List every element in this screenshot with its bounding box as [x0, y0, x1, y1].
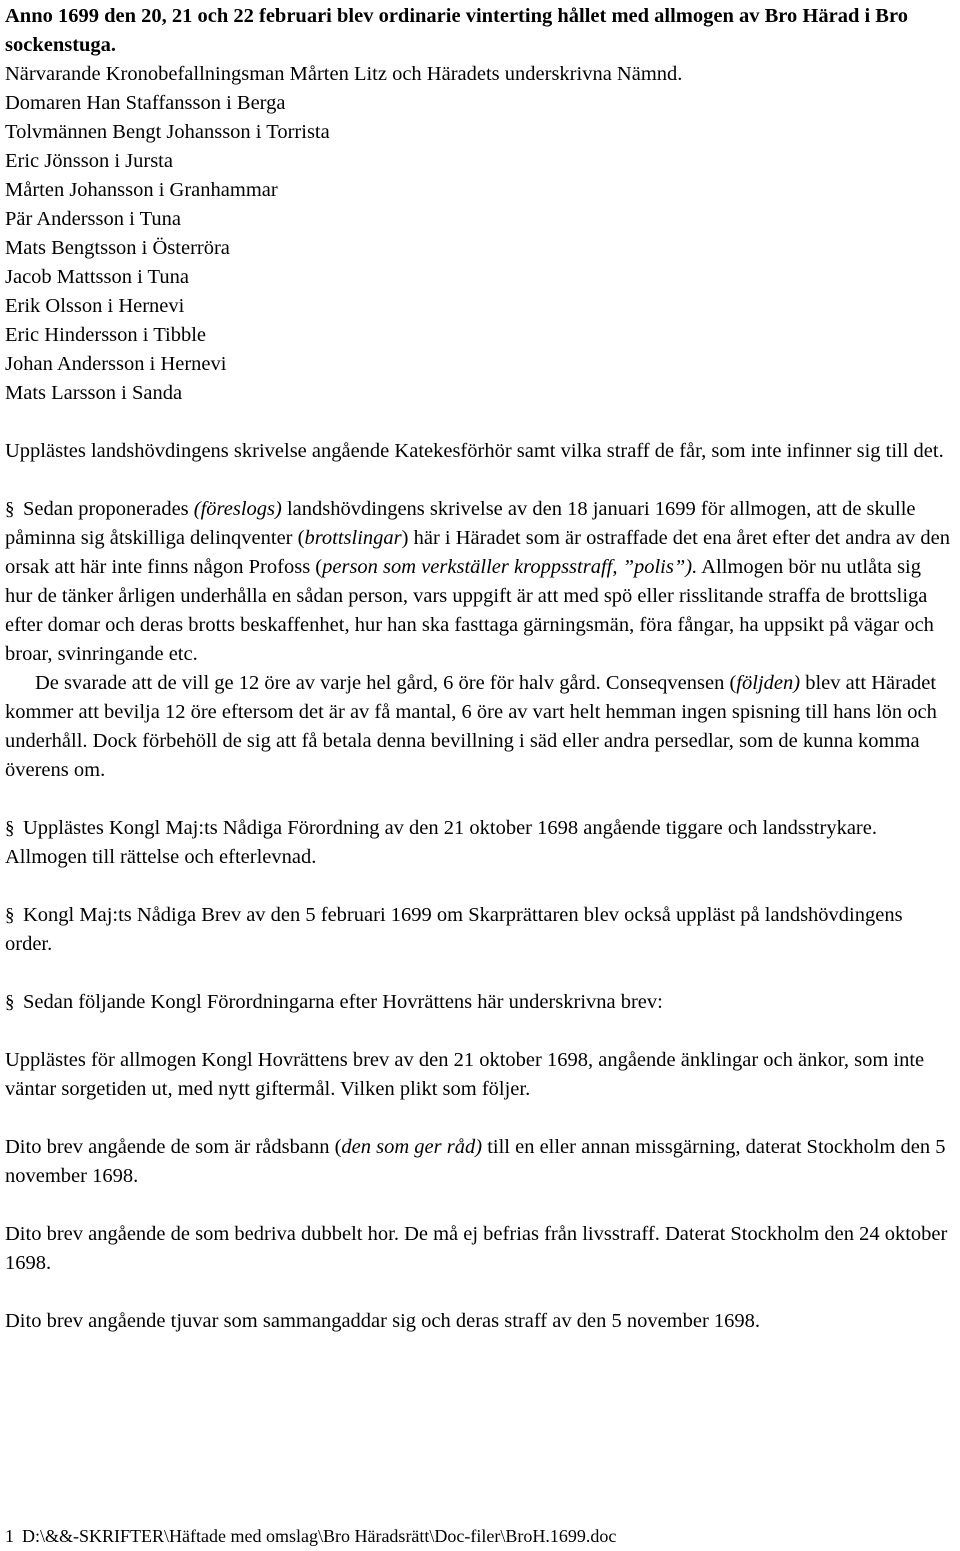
text-run: Allmogen bör nu utlåta sig hur de tänker årligen underhålla en sådan person, vars uppgift är att med spö eller risslitande straffa de brottsliga efter domar och deras brotts beskaffenhet, hur han ska fasttaga gärningsmän, föra fångar, ha uppsikt på vägar och broar, svinringande etc. [5, 556, 934, 665]
paragraph-tiggare [5, 814, 950, 872]
paragraph-hor: Dito brev angående de som bedriva dubbelt hor. De må ej befrias från livsstraff. Daterat Stockholm den 24 oktober 1698. [5, 1223, 948, 1274]
attendee-line: Erik Olsson i Hernevi [5, 295, 185, 317]
paragraph-skarprattare [5, 901, 950, 959]
attendee-line: Tolvmännen Bengt Johansson i Torrista [5, 121, 330, 143]
text-run: De svarade att de vill ge 12 öre av varje hel gård, 6 öre för halv gård. Conseqvensen ( [35, 672, 737, 694]
spacer [5, 872, 950, 901]
text-run: ) här i Häradet som är ostraffade det ena året efter det andra av den orsak att här inte finns någon Profoss ( [5, 527, 950, 578]
italic-gloss: brottslingar [304, 527, 402, 549]
document-title: Anno 1699 den 20, 21 och 22 februari blev ordinarie vinterting hållet med allmogen av Bro Härad i Bro sockenstuga. [5, 5, 908, 56]
italic-gloss: följden) [736, 672, 801, 694]
section-mark: § [5, 905, 15, 926]
attendee-line: Eric Jönsson i Jursta [5, 150, 173, 172]
paragraph-katekes: Upplästes landshövdingens skrivelse angående Katekesförhör samt vilka straff de får, som inte infinner sig till det. [5, 440, 944, 462]
italic-gloss: den som ger råd) [341, 1136, 483, 1158]
section-mark: § [5, 818, 15, 839]
attendee-line: Eric Hindersson i Tibble [5, 324, 207, 346]
attendee-line: Mats Larsson i Sanda [5, 382, 183, 404]
file-path: D:\&&-SKRIFTER\Häftade med omslag\Bro Häradsrätt\Doc-filer\BroH.1699.doc [22, 1526, 617, 1546]
paragraph-radsbann [5, 1133, 950, 1191]
attendee-line: Mårten Johansson i Granhammar [5, 179, 278, 201]
paragraph-profoss [5, 495, 950, 669]
page-footer [5, 1524, 616, 1548]
text-run: till en eller annan missgärning, daterat Stockholm den 5 november 1698. [5, 1136, 946, 1187]
attendee-list [5, 60, 950, 408]
text-run: Kongl Maj:ts Nådiga Brev av den 5 februari 1699 om Skarprättaren blev också uppläst på landshövdingens order. [5, 904, 903, 955]
attendee-line: Mats Bengtsson i Österröra [5, 237, 230, 259]
spacer [5, 466, 950, 495]
page-number: 1 [5, 1526, 14, 1546]
italic-gloss: (föreslogs) [193, 498, 282, 520]
text-run: Sedan proponerades [23, 498, 194, 520]
paragraph-tjuvar: Dito brev angående tjuvar som sammangaddar sig och deras straff av den 5 november 1698. [5, 1310, 761, 1332]
attendee-line: Pär Andersson i Tuna [5, 208, 181, 230]
document-page [5, 2, 950, 1336]
paragraph-forordningar [5, 988, 950, 1017]
text-run: Dito brev angående de som är rådsbann ( [5, 1136, 342, 1158]
attendee-line: Jacob Mattsson i Tuna [5, 266, 189, 288]
spacer [5, 1191, 950, 1220]
spacer [5, 1278, 950, 1307]
spacer [5, 408, 950, 437]
text-run: blev att Häradet kommer att bevilja 12 öre eftersom det är av få mantal, 6 öre av vart helt hemman ingen spisning till hans lön och underhåll. Dock förbehöll de sig att få betala denna bevillning i säd eller andra persedlar, som de kunna komma överens om. [5, 672, 937, 781]
spacer [5, 1017, 950, 1046]
attendee-line: Närvarande Kronobefallningsman Mårten Litz och Häradets underskrivna Nämnd. [5, 63, 683, 85]
spacer [5, 785, 950, 814]
italic-gloss: person som verkställer kroppsstraff, ”polis”). [322, 556, 698, 578]
text-run: Sedan följande Kongl Förordningarna efter Hovrättens här underskrivna brev: [23, 991, 663, 1013]
text-run: Upplästes Kongl Maj:ts Nådiga Förordning av den 21 oktober 1698 angående tiggare och landsstrykare. Allmogen till rättelse och efterlevnad. [5, 817, 877, 868]
attendee-line: Johan Andersson i Hernevi [5, 353, 227, 375]
section-mark: § [5, 499, 15, 520]
text-run: landshövdingens skrivelse av den 18 januari 1699 för allmogen, att de skulle påminna sig åtskilliga delinqventer ( [5, 498, 916, 549]
paragraph-answer [5, 669, 950, 785]
attendee-line: Domaren Han Staffansson i Berga [5, 92, 286, 114]
section-mark: § [5, 992, 15, 1013]
spacer [5, 1104, 950, 1133]
spacer [5, 959, 950, 988]
paragraph-anklingar: Upplästes för allmogen Kongl Hovrättens brev av den 21 oktober 1698, angående änklingar och änkor, som inte väntar sorgetiden ut, med nytt giftermål. Vilken plikt som följer. [5, 1049, 925, 1100]
